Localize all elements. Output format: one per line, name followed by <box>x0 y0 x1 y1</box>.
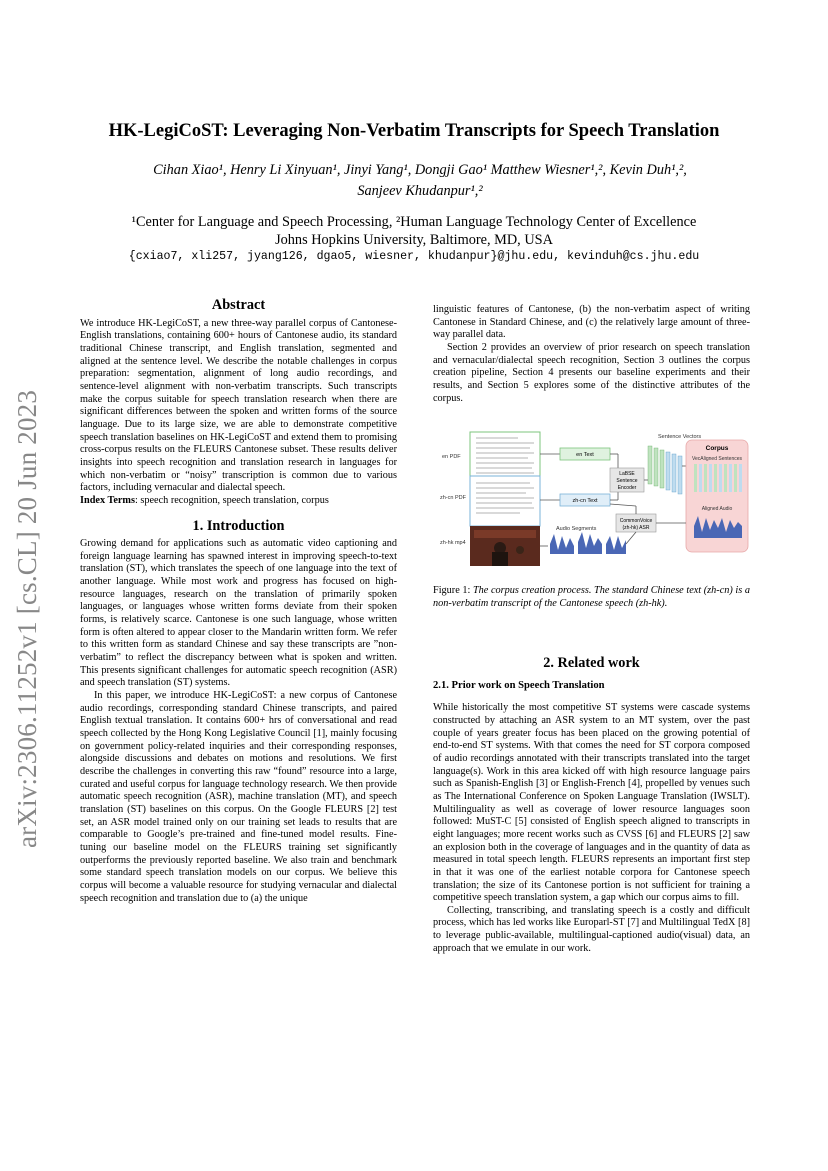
paper-title: HK-LegiCoST: Leveraging Non-Verbatim Transcripts for Speech Translation <box>108 121 720 141</box>
corpus-label: Corpus <box>705 445 729 452</box>
labse-label-1: LaBSE <box>619 471 635 477</box>
abstract-text: We introduce HK-LegiCoST, a new three-way parallel corpus of Cantonese-English translations, containing 600+ hours of Cantonese audio, its standard traditional Chinese transcript, and English translation, segmented and aligned at the sentence level. We describe the notable challenges in corpus preparation: segmentation, alignment of long audio recordings, and sentence-level alignment with non-verbatim transcripts. Such transcripts make the corpus suitable for speech translation research when there are significant differences between the spoken and written forms of the source language. Due to its large size, we are able to demonstrate competitive speech translation baselines on HK-LegiCoST and extend them to promising cross-corpus results on the FLEURS Cantonese subset. These results deliver insights into speech recognition and translation research in languages for which non-verbatim or “noisy” transcription is common due to various factors, including vernacular and dialectal speech. <box>80 317 397 494</box>
labse-label-3: Encoder <box>617 485 637 491</box>
left-column <box>80 299 397 905</box>
affiliation-line-1: ¹Center for Language and Speech Processing, ²Human Language Technology Center of Excellence <box>131 214 697 230</box>
authors-line-2: Sanjeev Khudanpur¹,² <box>357 183 483 199</box>
right-column-bottom <box>433 657 750 955</box>
sentence-vector-bars <box>648 446 682 494</box>
intro-paragraph-2-continued: linguistic features of Cantonese, (b) the non-verbatim aspect of writing Cantonese in Standard Chinese, and (c) the relatively large amount of three-way parallel data. <box>433 304 750 341</box>
sentence-vectors-label: Sentence Vectors <box>658 434 702 440</box>
en-pdf-label: en PDF <box>442 454 461 460</box>
intro-paragraph-1: Growing demand for applications such as automatic video captioning and foreign language learning has spawned interest in improving speech-to-text translation (ST), which translates the speech of one language into the text of another language. While most work and progress has focused on high-resource languages, research on the translation of primarily spoken languages, or languages whose written forms deviate from their spoken forms, is relatively scarce. Cantonese is one such language, whose written form is often altered to appear closer to the Mandarin written form. We refer to this written form as standard Chinese and say these transcripts are ”non-verbatim” to reflect the discrepancy between what is spoken and written. This presents significant challenges for automatic speech recognition (ASR) and speech translation (ST) systems. <box>80 538 397 689</box>
commonvoice-label-1: CommonVoice <box>619 518 653 524</box>
index-terms-text: : speech recognition, speech translation, corpus <box>134 494 329 506</box>
figure-caption <box>433 585 750 610</box>
index-terms <box>80 495 397 508</box>
authors <box>90 160 750 202</box>
pipeline-diagram <box>440 426 750 586</box>
labse-label-2: Sentence <box>616 478 638 484</box>
audio-segment-waves <box>550 532 626 554</box>
commonvoice-label-2: (zh-hk) ASR <box>622 525 650 531</box>
related-work-paragraph-2: Collecting, transcribing, and translating speech is a costly and difficult process, which has led works like Europarl-ST [7] and Multilingual TedX [8] to leverage public-available, multilingual-captioned audio(visual) data, an approach that we emulate in our work. <box>433 904 750 954</box>
figure-caption-label: Figure 1: <box>433 585 473 596</box>
right-column-top <box>433 304 750 405</box>
introduction-heading: 1. Introduction <box>192 517 285 534</box>
vecaligned-label: VecAligned Sentences <box>691 456 743 462</box>
affiliation <box>0 213 828 249</box>
related-work-heading: 2. Related work <box>543 655 640 671</box>
zh-hk-mp4-label: zh-hk mp4 <box>440 540 466 546</box>
zh-cn-text-label: zh-cn Text <box>572 498 598 504</box>
corpus-creation-figure <box>440 426 750 586</box>
authors-line-1: Cihan Xiao¹, Henry Li Xinyuan¹, Jinyi Yang¹, Dongji Gao¹ Matthew Wiesner¹,², Kevin Duh¹,², <box>153 162 687 178</box>
intro-paragraph-3: Section 2 provides an overview of prior research on speech translation and vernacular/dialectal speech recognition, Section 3 outlines the corpus creation pipeline, Section 4 presents our baseline experiments and their results, and Section 5 explores some of the distinctive attributes of the corpus. <box>433 341 750 404</box>
zh-cn-pdf-document <box>470 476 540 526</box>
zh-cn-pdf-label: zh-cn PDF <box>440 495 466 501</box>
abstract-heading: Abstract <box>211 297 266 313</box>
prior-work-subheading: 2.1. Prior work on Speech Translation <box>433 679 605 691</box>
figure-caption-text: The corpus creation process. The standard Chinese text (zh-cn) is a non-verbatim transcript of the Cantonese speech (zh-hk). <box>433 585 750 609</box>
index-terms-label: Index Terms <box>80 494 135 506</box>
audio-segments-label: Audio Segments <box>556 526 597 532</box>
intro-paragraph-2: In this paper, we introduce HK-LegiCoST: a new corpus of Cantonese audio recordings, corresponding standard Chinese transcripts, and paired English textual translation. It contains 600+ hrs of conversational and read speech collected by the Hong Kong Legislative Council [1], mainly focusing on government policy-related inquiries and their corresponding responses, alongside discussions and debates on motions and resolutions. We first describe the challenges in converting this raw “found” resource into a large, curated and useful corpus for language technology research. We then provide automatic speech recognition (ASR), machine translation (MT), and speech translation (ST) baselines on this corpus. On the Google FLEURS [2] test set, an ASR model trained only on our training set leads to results that are comparable to Google’s pre-trained and fine-tuned model results. Fine-tuning our baseline model on the FLEURS training set significantly outperforms the previously reported baseline. We also train and benchmark some standard speech translation models on our corpus. We believe this corpus will become a valuable resource for studying vernacular and dialectal speech recognition and translation due to (a) the unique <box>80 690 397 904</box>
en-text-label: en Text <box>576 452 594 458</box>
author-emails: {cxiao7, xli257, jyang126, dgao5, wiesner, khudanpur}@jhu.edu, kevinduh@cs.jhu.edu <box>128 250 700 263</box>
affiliation-line-2: Johns Hopkins University, Baltimore, MD, USA <box>275 232 553 248</box>
arxiv-stamp: arXiv:2306.11252v1 [cs.CL] 20 Jun 2023 <box>12 389 42 848</box>
aligned-audio-label: Aligned Audio <box>701 506 733 512</box>
related-work-paragraph-1: While historically the most competitive ST systems were cascade systems constructed by attaching an ASR system to an MT system, over the past couple of years greater focus has been placed on the growing potential of end-to-end ST systems. With that comes the need for ST corpora composed of audio recordings annotated with their transcripts translated into the target language(s). Work in this area kicked off with high resource language pairs such as Spanish-English [3] or English-French [4], propelled by venues such as The International Conference on Spoken Language Translation (IWSLT). Multilinguality as well as coverage of lower resource languages soon followed: MuST-C [5] consisted of English speech aligned to transcripts in eight languages; more recent works such as CVSS [6] and FLEURS [2] saw an explosion both in the coverage of languages and in the quantity of data as measured in total speech length. FLEURS represents an important first step in that it was one of the earliest notable corpora for Cantonese speech translation; the size of its Cantonese portion is not sufficient for training a competitive speech translation system, a gap which our corpus aims to fill. <box>433 702 750 904</box>
